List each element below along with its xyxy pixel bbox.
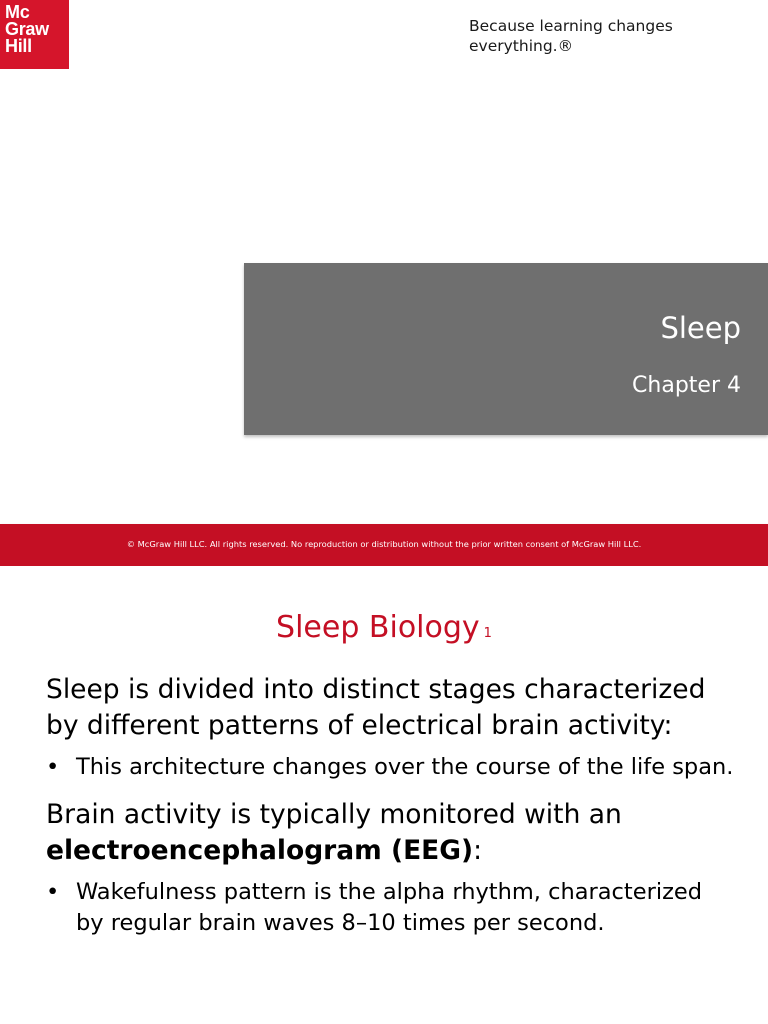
content-slide-title (0, 610, 768, 645)
tagline: Because learning changes everything.® (469, 17, 673, 55)
main-point-2 (46, 797, 736, 869)
logo-line-1: Mc (5, 2, 30, 22)
bullet-marker: • (46, 879, 60, 905)
slide-subtitle: Chapter 4 (632, 373, 741, 398)
sub-point-1 (46, 752, 736, 783)
content-slide-title-number: 1 (483, 626, 492, 641)
mcgraw-hill-logo (0, 0, 69, 69)
bullet-marker: • (46, 754, 60, 780)
sub-point-1-text: This architecture changes over the course of the life span. (76, 754, 734, 780)
content-slide (0, 566, 768, 1024)
logo-line-2: Graw (5, 19, 49, 39)
sub-point-2 (46, 877, 736, 939)
main-point-2-colon: : (473, 835, 483, 866)
content-slide-title-text: Sleep Biology (276, 610, 480, 645)
eeg-term: electroencephalogram (EEG) (46, 835, 474, 866)
main-point-2-text: Brain activity is typically monitored with an (46, 799, 622, 830)
title-box (244, 263, 768, 435)
copyright-text: © McGraw Hill LLC. All rights reserved. No reproduction or distribution without the prior written consent of McGraw Hill LLC. (126, 539, 642, 549)
bullet-content (46, 672, 736, 939)
slide-title: Sleep (660, 311, 741, 345)
sub-point-2-text: Wakefulness pattern is the alpha rhythm, characterized by regular brain waves 8–10 times per second. (76, 879, 703, 936)
logo-line-3: Hill (5, 36, 32, 56)
main-point-1: Sleep is divided into distinct stages characterized by different patterns of electrical brain activity: (46, 674, 706, 741)
copyright-footer (0, 524, 768, 566)
